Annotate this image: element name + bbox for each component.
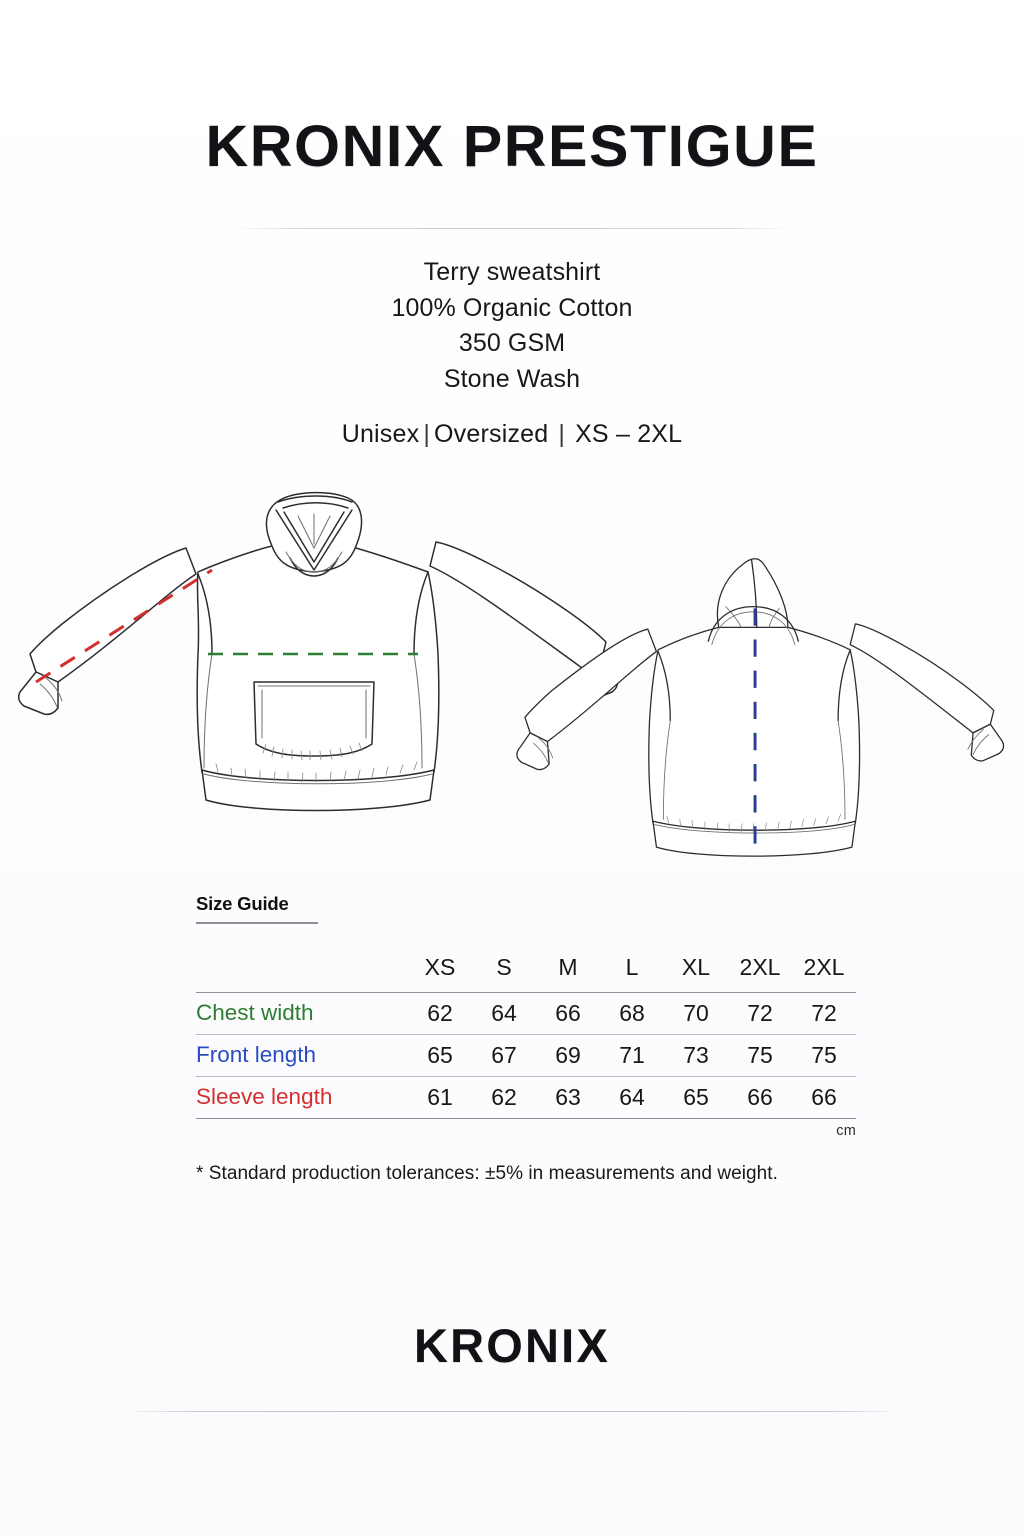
spec-line-finish: Stone Wash [443, 364, 581, 393]
cell-chest-2xl: 72 [747, 999, 773, 1026]
attribute-separator-2: | [558, 420, 566, 448]
garment-illustration [0, 486, 1024, 866]
cell-chest-m: 66 [555, 999, 581, 1026]
cell-front-xl: 73 [683, 1041, 709, 1068]
attribute-fit: Unisex [341, 420, 420, 448]
column-header-l: L [625, 954, 639, 981]
column-header-xs: XS [424, 954, 456, 981]
cell-sleeve-xs: 61 [427, 1083, 453, 1110]
table-row [196, 992, 856, 1034]
cell-chest-l: 68 [619, 999, 645, 1026]
attribute-size-range: XS – 2XL [575, 420, 683, 448]
header [0, 114, 1024, 179]
row-label-sleeve-length: Sleeve length [196, 1084, 333, 1110]
size-guide-section [196, 893, 856, 1185]
attribute-separator-1: | [423, 420, 431, 448]
spec-line-material: 100% Organic Cotton [391, 293, 633, 322]
cell-front-l: 71 [619, 1041, 645, 1068]
cell-chest-xs: 62 [427, 999, 453, 1026]
product-spec-block [0, 255, 1024, 397]
tolerance-footnote: * Standard production tolerances: ±5% in measurements and weight. [196, 1162, 778, 1184]
cell-chest-2xl-2: 72 [811, 999, 837, 1026]
cell-sleeve-2xl-2: 66 [811, 1083, 837, 1110]
size-guide-heading: Size Guide [196, 893, 289, 914]
cell-sleeve-xl: 65 [683, 1083, 709, 1110]
table-row [196, 1034, 856, 1076]
cell-front-2xl: 75 [747, 1041, 773, 1068]
table-corner-cell [196, 951, 408, 993]
page-title: KRONIX PRESTIGUE [205, 114, 819, 179]
title-divider [232, 228, 792, 229]
footer-logo: KRONIX [414, 1319, 610, 1372]
cell-sleeve-s: 62 [491, 1083, 517, 1110]
row-label-chest-width: Chest width [196, 1000, 314, 1026]
cell-sleeve-m: 63 [555, 1083, 581, 1110]
spec-line-product: Terry sweatshirt [423, 258, 601, 286]
measurement-unit-label: cm [836, 1122, 856, 1139]
cell-front-xs: 65 [427, 1041, 453, 1068]
table-header-row [196, 951, 856, 993]
table-row [196, 1076, 856, 1118]
column-header-s: S [496, 954, 512, 981]
hoodie-back-view [517, 559, 1004, 856]
cell-sleeve-2xl: 66 [747, 1083, 773, 1110]
size-guide-table [196, 951, 856, 1119]
cell-sleeve-l: 64 [619, 1083, 645, 1110]
column-header-2xl-2: 2XL [803, 954, 845, 981]
cell-front-2xl-2: 75 [811, 1041, 837, 1068]
footer-divider [136, 1411, 890, 1412]
cell-front-s: 67 [491, 1041, 517, 1068]
size-guide-heading-underline [196, 922, 318, 924]
column-header-2xl: 2XL [739, 954, 781, 981]
attribute-silhouette: Oversized [434, 420, 549, 448]
cell-front-m: 69 [555, 1041, 581, 1068]
column-header-m: M [558, 954, 578, 981]
column-header-xl: XL [681, 954, 711, 981]
spec-line-weight: 350 GSM [458, 329, 566, 357]
cell-chest-s: 64 [491, 999, 517, 1026]
cell-chest-xl: 70 [683, 999, 709, 1026]
product-attributes [0, 420, 1024, 449]
row-label-front-length: Front length [196, 1042, 317, 1068]
